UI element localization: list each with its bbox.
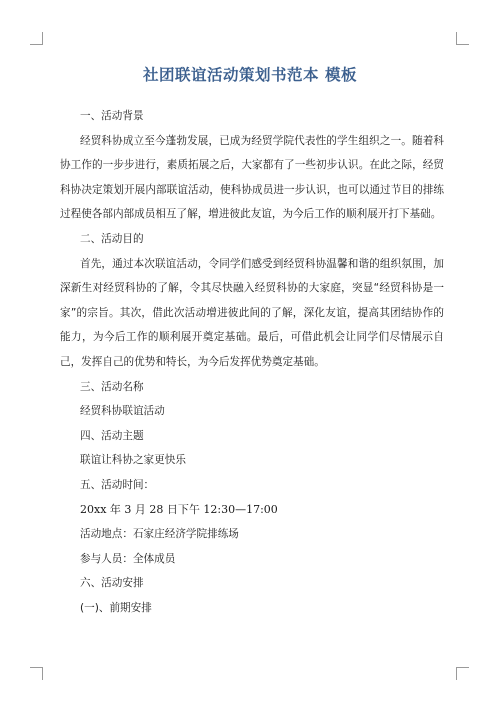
activity-name: 经贸科协联谊活动 bbox=[80, 405, 165, 418]
crop-mark-bottom-right bbox=[456, 667, 469, 680]
crop-mark-top-left bbox=[30, 32, 43, 45]
subsection-heading-preparation: (一)、前期安排 bbox=[80, 601, 152, 614]
section-heading-time: 五、活动时间： bbox=[80, 478, 155, 491]
section-heading-name: 三、活动名称 bbox=[80, 380, 144, 393]
document-body bbox=[60, 104, 444, 620]
activity-theme: 联谊让科协之家更快乐 bbox=[80, 454, 186, 467]
section-heading-background: 一、活动背景 bbox=[80, 110, 144, 122]
activity-participants: 参与人员：全体成员 bbox=[80, 552, 176, 565]
section-heading-schedule: 六、活动安排 bbox=[80, 577, 144, 590]
section-heading-purpose: 二、活动目的 bbox=[80, 232, 144, 245]
paragraph-background: 经贸科协成立至今蓬勃发展，已成为经贸学院代表性的学生组织之一。随着科协工作的一步步进行，素质拓展之后，大家都有了一些初步认识。在此之际，经贸科协决定策划开展内部联谊活动，使科协成员进一步认识，也可以通过节目的排练过程使各部内部成员相互了解，增进彼此友谊，为今后工作的顺利展开打下基础。 bbox=[60, 134, 444, 221]
activity-time: 20xx 年 3 月 28 日下午 12:30—17:00 bbox=[80, 502, 278, 516]
section-heading-theme: 四、活动主题 bbox=[80, 429, 144, 442]
paragraph-purpose: 首先，通过本次联谊活动，令同学们感受到经贸科协温馨和谐的组织氛围，加深新生对经贸科协的了解，令其尽快融入经贸科协的大家庭，突显“经贸科协是一家”的宗旨。其次，借此次活动增进彼此间的了解，深化友谊，提高其团结协作的能力，为今后工作的顺利展开奠定基础。最后，可借此机会让同学们尽情展示自己，发挥自己的优势和特长，为今后发挥优势奠定基础。 bbox=[60, 257, 444, 368]
document-title: 社团联谊活动策划书范本 模板 bbox=[143, 66, 357, 84]
crop-mark-top-right bbox=[456, 32, 469, 45]
crop-mark-bottom-left bbox=[30, 667, 43, 680]
activity-place: 活动地点：石家庄经济学院排练场 bbox=[80, 528, 239, 541]
